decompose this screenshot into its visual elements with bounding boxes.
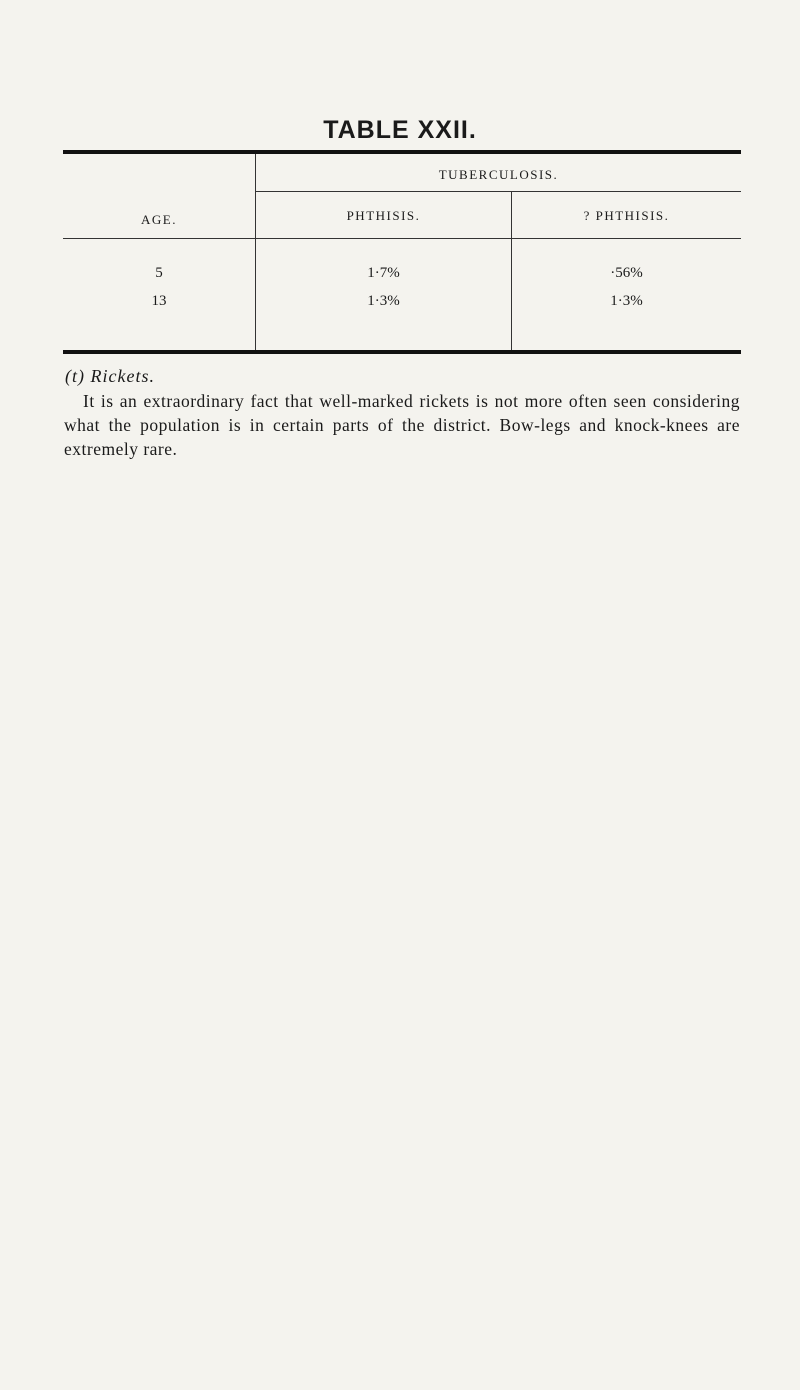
section-t-body: It is an extraordinary fact that well-marked rickets is not more often seen considering what the population is in certain parts of the district. Bow-legs and knock-knees are extremely rare. — [64, 391, 740, 459]
q-phthisis-cell: 1·3% — [610, 293, 643, 309]
section-t-heading — [65, 366, 155, 387]
tuberculosis-header: TUBERCULOSIS. — [438, 167, 559, 182]
phthisis-header: PHTHISIS. — [346, 208, 421, 223]
phthisis-cell: 1·7% — [367, 265, 400, 281]
age-divider — [255, 154, 256, 352]
age-cell: 13 — [151, 293, 167, 309]
table-22-title: TABLE XXII. — [323, 116, 477, 144]
section-t-label: (t) — [65, 366, 85, 386]
top-rule — [63, 150, 741, 154]
bottom-rule — [63, 350, 741, 354]
q-phthisis-header: ? PHTHISIS. — [583, 208, 670, 223]
section-t-paragraph — [64, 389, 740, 461]
age-cell: 5 — [155, 265, 163, 281]
header-rule — [63, 238, 741, 239]
phthisis-cell: 1·3% — [367, 293, 400, 309]
age-header: AGE. — [141, 212, 177, 227]
section-t-title: Rickets. — [90, 366, 155, 386]
q-phthisis-cell: ·56% — [610, 265, 643, 281]
table-22 — [63, 150, 741, 354]
group-rule — [256, 191, 741, 192]
